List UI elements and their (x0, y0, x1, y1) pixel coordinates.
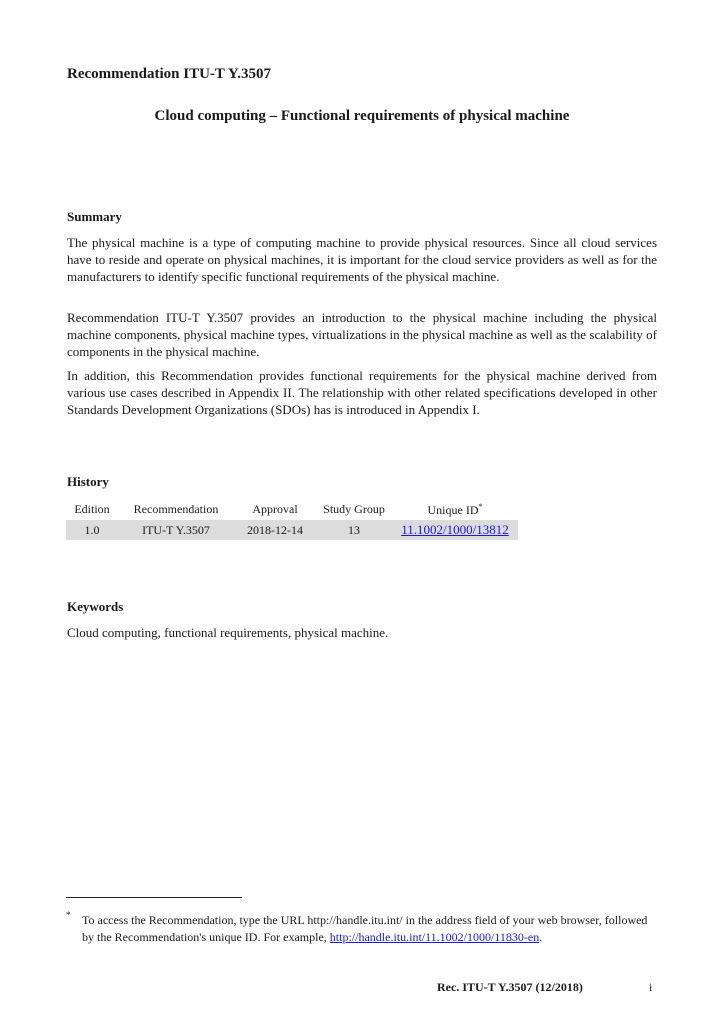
column-header-approval: Approval (252, 502, 298, 516)
page-number: i (649, 980, 653, 994)
keywords-heading: Keywords (67, 599, 124, 614)
unique-id-link[interactable]: 11.1002/1000/13812 (401, 522, 509, 537)
summary-paragraph-3: In addition, this Recommendation provides functional requirements for the physical machine derived from various use cases described in Appendix II. The relationship with other related specifications developed in other Standards Development Organizations (SDOs) has is introduced in Appendix I. (67, 368, 657, 417)
example-url-link[interactable]: http://handle.itu.int/11.1002/1000/11830-en (329, 930, 540, 944)
cell-recommendation: ITU-T Y.3507 (118, 520, 234, 540)
column-header-edition: Edition (74, 502, 110, 516)
document-title: Cloud computing – Functional requirements of physical machine (154, 108, 570, 124)
footer-recommendation-label: Rec. ITU-T Y.3507 (12/2018) (437, 980, 583, 994)
footnote-marker: * (66, 910, 71, 920)
footnote-text-end: . (539, 930, 543, 944)
summary-heading: Summary (67, 209, 122, 224)
table-row (66, 520, 518, 540)
footnote-reference: * (478, 501, 483, 511)
cell-study-group: 13 (316, 520, 392, 540)
footnote-text-start: To access the Recommendation, type the URL http://handle.itu.int/ in the address field of your web browser, followed by the Recommendation's unique ID. For example, (82, 913, 648, 944)
history-table (66, 499, 518, 540)
footnote-text (82, 912, 658, 946)
column-header-recommendation: Recommendation (133, 502, 219, 516)
summary-paragraph-2: Recommendation ITU-T Y.3507 provides an introduction to the physical machine including the physical machine components, physical machine types, virtualizations in the physical machine as well as the scalability of components in the physical machine. (67, 310, 657, 359)
column-header-study-group: Study Group (323, 502, 385, 516)
keywords-text: Cloud computing, functional requirements, physical machine. (67, 625, 389, 640)
cell-edition: 1.0 (66, 520, 118, 540)
footnote-divider (66, 897, 242, 898)
unique-id-label: Unique ID (427, 502, 479, 517)
summary-paragraph-1: The physical machine is a type of computing machine to provide physical resources. Since all cloud services have to reside and operate on physical machines, it is important for the cloud service providers as well as for the manufacturers to identify specific functional requirements of the physical machine. (67, 235, 657, 284)
column-header-unique-id (392, 499, 518, 520)
recommendation-title: Recommendation ITU-T Y.3507 (67, 66, 272, 82)
cell-unique-id (392, 520, 518, 540)
cell-approval: 2018-12-14 (234, 520, 316, 540)
history-header-row (66, 499, 518, 520)
history-heading: History (67, 474, 109, 489)
